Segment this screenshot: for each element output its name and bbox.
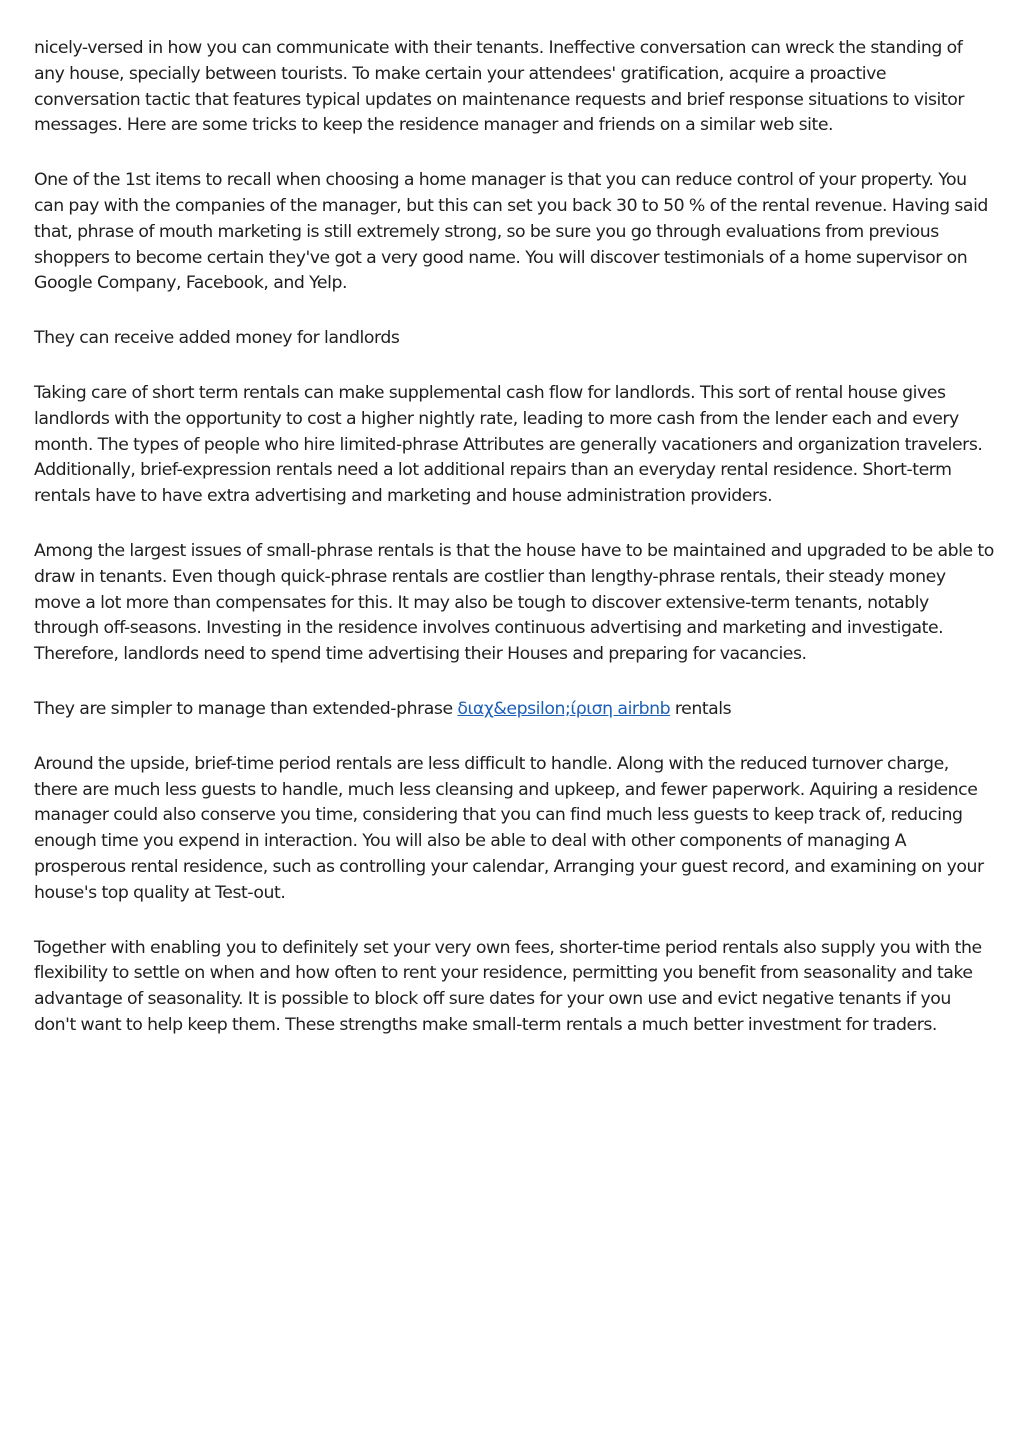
- paragraph-supplemental-cash: Taking care of short term rentals can make supplemental cash flow for landlords. This sort of rental house gives landlords with the opportunity to cost a higher nightly rate, leading to more cash from the lender each and every month. The types of people who hire limited-phrase Attributes are generally vacationers and organization travelers. Additionally, brief-expression rentals need a lot additional repairs than an everyday rental residence. Short-term rentals have to have extra advertising and marketing and house administration providers.: [34, 382, 983, 507]
- paragraph-heading-simpler: [34, 697, 996, 723]
- airbnb-link[interactable]: διαχ&epsilon;ίριση airbnb: [457, 698, 671, 719]
- paragraph-upside: Around the upside, brief-time period rentals are less difficult to handle. Along with the reduced turnover charge, there are much less guests to handle, much less cleansing and upkeep, and fewer paperwork. Aquiring a residence manager could also conserve you time, considering that you can find much less guests to keep track of, reducing enough time you expend in interaction. You will also be able to deal with other components of managing A prosperous rental residence, such as controlling your calendar, Arranging your guest record, and examining on your house's top quality at Test-out.: [34, 753, 984, 903]
- paragraph-heading-added-money: They can receive added money for landlords: [34, 328, 400, 349]
- document-body: [34, 36, 996, 1068]
- paragraph-home-manager: One of the 1st items to recall when choosing a home manager is that you can reduce control of your property. You can pay with the companies of the manager, but this can set you back 30 to 50 % of the rental revenue. Having said that, phrase of mouth marketing is still extremely strong, so be sure you go through evaluations from previous shoppers to become certain they've got a very good name. You will discover testimonials of a home supervisor on Google Company, Facebook, and Yelp.: [34, 170, 988, 294]
- paragraph-communication: nicely-versed in how you can communicate with their tenants. Ineffective conversation can wreck the standing of any house, specially between tourists. To make certain your attendees' gratification, acquire a proactive conversation tactic that features typical updates on maintenance requests and brief response situations to visitor messages. Here are some tricks to keep the residence manager and friends on a similar web site.: [34, 38, 964, 136]
- paragraph-text-after-link: rentals: [670, 698, 732, 719]
- paragraph-largest-issues: Among the largest issues of small-phrase rentals is that the house have to be maintained and upgraded to be able to draw in tenants. Even though quick-phrase rentals are costlier than lengthy-phrase rentals, their steady money move a lot more than compensates for this. It may also be tough to discover extensive-term tenants, notably through off-seasons. Investing in the residence involves continuous advertising and marketing and investigate. Therefore, landlords need to spend time advertising their Houses and preparing for vacancies.: [34, 540, 994, 665]
- paragraph-text-before-link: They are simpler to manage than extended-phrase: [34, 698, 458, 719]
- paragraph-flexibility: Together with enabling you to definitely set your very own fees, shorter-time period rentals also supply you with the flexibility to settle on when and how often to rent your residence, permitting you benefit from seasonality and take advantage of seasonality. It is possible to block off sure dates for your own use and evict negative tenants if you don't want to help keep them. These strengths make small-term rentals a much better investment for traders.: [34, 937, 982, 1035]
